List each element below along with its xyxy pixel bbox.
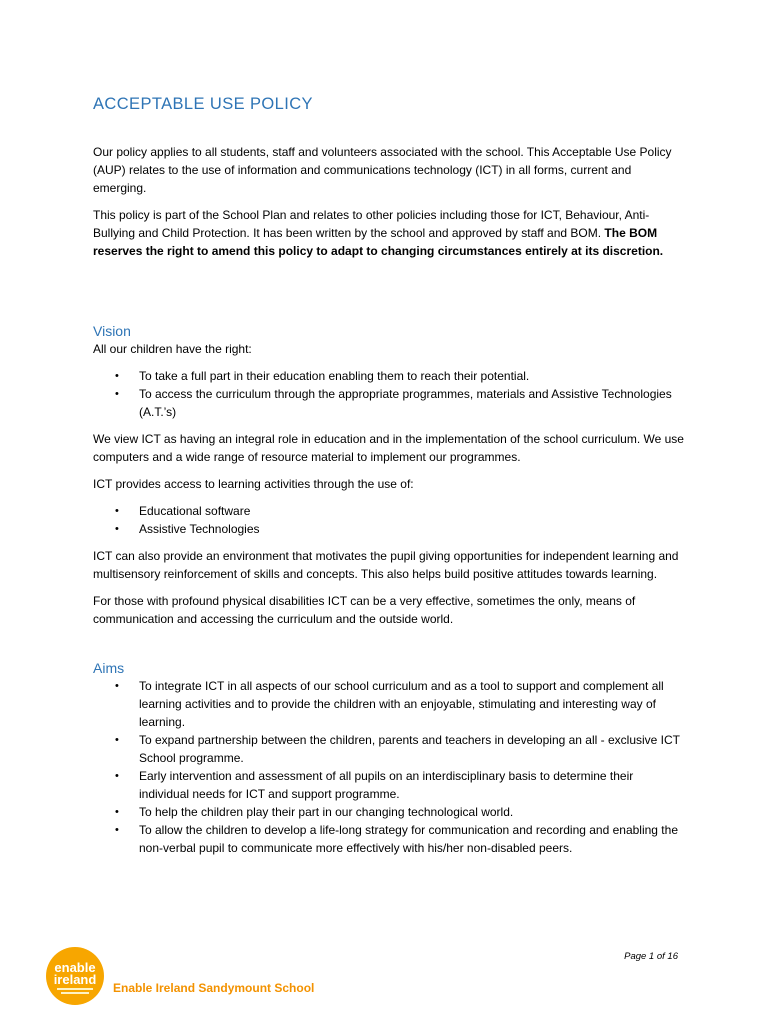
vision-paragraph-4: For those with profound physical disabilities ICT can be a very effective, sometimes the only, means of communication and accessing the curriculum and the outside world. bbox=[93, 594, 636, 626]
svg-text:ireland: ireland bbox=[53, 972, 97, 987]
bullet-icon: • bbox=[115, 388, 119, 400]
vision-paragraph-3: ICT can also provide an environment that motivates the pupil giving opportunities for independent learning and multisensory reinforcement of skills and concepts. This also helps build positive attitudes towards learning. bbox=[93, 549, 679, 581]
vision-heading: Vision bbox=[93, 323, 131, 339]
bullet-icon: • bbox=[115, 370, 119, 382]
list-item: • To access the curriculum through the appropriate programmes, materials and Assistive Technologies (A.T.’s) bbox=[115, 387, 672, 419]
aims-heading: Aims bbox=[93, 660, 125, 676]
list-item: • To expand partnership between the children, parents and teachers in developing an all - exclusive ICT School programme. bbox=[115, 733, 680, 765]
intro-paragraph-1: Our policy applies to all students, staff and volunteers associated with the school. This Acceptable Use Policy (AUP) relates to the use of information and communications technology (ICT) in all forms, current and emerging. bbox=[93, 145, 672, 195]
tools-list bbox=[93, 502, 685, 538]
list-item: • Educational software bbox=[115, 504, 251, 518]
aims-list bbox=[93, 677, 685, 857]
list-item: • To allow the children to develop a life-long strategy for communication and recording and enabling the non-verbal pupil to communicate more effectively with his/her non-disabled peers. bbox=[115, 823, 678, 855]
svg-text:enable: enable bbox=[54, 960, 96, 975]
rights-list bbox=[93, 367, 685, 421]
bullet-icon: • bbox=[115, 770, 119, 782]
bullet-icon: • bbox=[115, 806, 119, 818]
list-item: • To integrate ICT in all aspects of our school curriculum and as a tool to support and complement all learning activities and to provide the children with an enjoyable, stimulating and interesting way of learning. bbox=[115, 679, 664, 729]
enable-ireland-logo bbox=[45, 946, 105, 1006]
intro-paragraph-2-bold: The BOM reserves the right to amend this policy to adapt to changing circumstances entirely at its discretion. bbox=[93, 226, 664, 258]
school-name: Enable Ireland Sandymount School bbox=[113, 981, 315, 995]
page-number: Page 1 of 16 bbox=[624, 951, 678, 962]
bullet-icon: • bbox=[115, 824, 119, 836]
page-title: ACCEPTABLE USE POLICY bbox=[93, 95, 313, 113]
vision-paragraph-1: We view ICT as having an integral role in education and in the implementation of the school curriculum. We use computers and a wide range of resource material to implement our programmes. bbox=[93, 432, 684, 464]
bullet-icon: • bbox=[115, 505, 119, 517]
list-item: • To help the children play their part in our changing technological world. bbox=[115, 805, 514, 819]
list-item: • Assistive Technologies bbox=[115, 522, 260, 536]
vision-lead: All our children have the right: bbox=[93, 342, 252, 356]
intro-paragraph-2-text: This policy is part of the School Plan and relates to other policies including those for ICT, Behaviour, Anti-Bullying and Child Protection. It has been written by the school and approved by staff and BOM. bbox=[93, 208, 650, 240]
intro-paragraph-2 bbox=[93, 206, 685, 260]
bullet-icon: • bbox=[115, 680, 119, 692]
list-item: • To take a full part in their education enabling them to reach their potential. bbox=[115, 369, 530, 383]
bullet-icon: • bbox=[115, 734, 119, 746]
vision-paragraph-2: ICT provides access to learning activities through the use of: bbox=[93, 477, 414, 491]
document-page bbox=[93, 94, 685, 866]
bullet-icon: • bbox=[115, 523, 119, 535]
list-item: • Early intervention and assessment of all pupils on an interdisciplinary basis to determine their individual needs for ICT and support programme. bbox=[115, 769, 634, 801]
